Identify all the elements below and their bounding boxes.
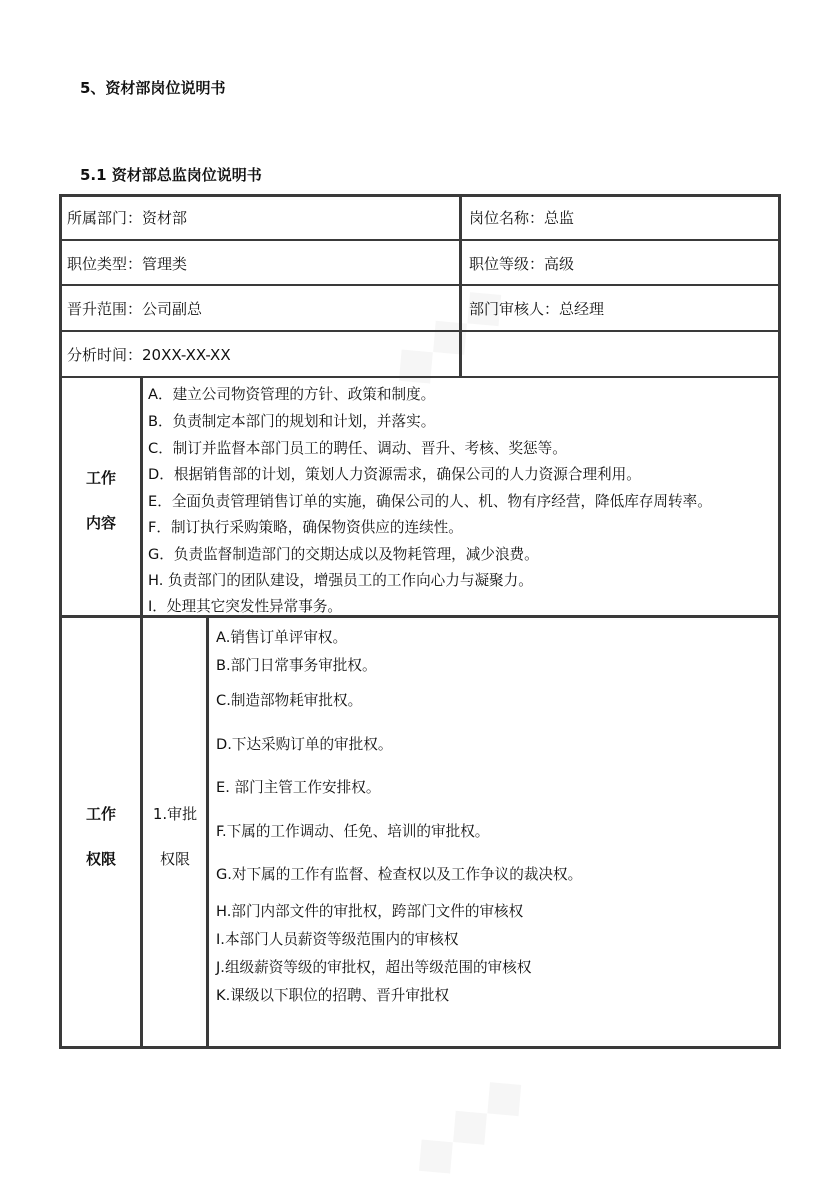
type-label: 职位类型： bbox=[67, 255, 143, 273]
col-divider-sub bbox=[206, 615, 209, 1049]
authority-item: H.部门内部文件的审批权，跨部门文件的审核权 bbox=[216, 903, 524, 920]
row-divider bbox=[59, 284, 781, 286]
row-divider bbox=[59, 330, 781, 332]
table-border-left bbox=[59, 194, 62, 1049]
work-content-label-2: 内容 bbox=[85, 514, 116, 532]
approval-authority-label-1: 1.审批 bbox=[152, 805, 198, 823]
subsection-title: 5.1 资材部总监岗位说明书 bbox=[80, 166, 262, 184]
promo-cell bbox=[67, 301, 202, 318]
grade-value: 高级 bbox=[544, 255, 575, 273]
authority-item: D.下达采购订单的审批权。 bbox=[216, 736, 393, 753]
type-value: 管理类 bbox=[142, 255, 188, 273]
col-divider-info bbox=[459, 194, 462, 378]
authority-item: A.销售订单评审权。 bbox=[216, 629, 348, 646]
type-cell bbox=[67, 256, 187, 273]
post-cell bbox=[469, 210, 574, 227]
authority-item: J.组级薪资等级的审批权，超出等级范围的审核权 bbox=[216, 959, 532, 976]
authority-item: E. 部门主管工作安排权。 bbox=[216, 779, 381, 796]
section-title: 5、资材部岗位说明书 bbox=[80, 79, 226, 97]
authority-item: G.对下属的工作有监督、检查权以及工作争议的裁决权。 bbox=[216, 866, 583, 883]
table-border-right bbox=[778, 194, 781, 1049]
promo-label: 晋升范围： bbox=[67, 300, 143, 318]
authority-item: I.本部门人员薪资等级范围内的审核权 bbox=[216, 931, 459, 948]
duty-item: D．根据销售部的计划，策划人力资源需求，确保公司的人力资源合理利用。 bbox=[148, 466, 641, 483]
row-divider bbox=[59, 239, 781, 241]
promo-value: 公司副总 bbox=[142, 300, 203, 318]
duty-item: E．全面负责管理销售订单的实施，确保公司的人、机、物有序经营，降低库存周转率。 bbox=[148, 493, 712, 510]
table-border-bottom bbox=[59, 1046, 781, 1049]
grade-cell bbox=[469, 256, 574, 273]
authority-item: F.下属的工作调动、任免、培训的审批权。 bbox=[216, 823, 490, 840]
dept-cell bbox=[67, 210, 187, 227]
watermark-2 bbox=[394, 1055, 540, 1193]
dept-value: 资材部 bbox=[142, 209, 188, 227]
time-label: 分析时间： bbox=[67, 346, 143, 364]
work-authority-label-2: 权限 bbox=[85, 850, 116, 868]
table-border-top bbox=[59, 194, 781, 197]
time-cell bbox=[67, 347, 231, 364]
authority-item: B.部门日常事务审批权。 bbox=[216, 657, 377, 674]
duty-item: G．负责监督制造部门的交期达成以及物耗管理，减少浪费。 bbox=[148, 546, 539, 563]
authority-item: C.制造部物耗审批权。 bbox=[216, 692, 363, 709]
authority-item: K.课级以下职位的招聘、晋升审批权 bbox=[216, 987, 450, 1004]
post-value: 总监 bbox=[544, 209, 575, 227]
duty-item: B．负责制定本部门的规划和计划，并落实。 bbox=[148, 413, 436, 430]
post-label: 岗位名称： bbox=[469, 209, 545, 227]
duty-item: A．建立公司物资管理的方针、政策和制度。 bbox=[148, 386, 436, 403]
duty-item: F．制订执行采购策略，确保物资供应的连续性。 bbox=[148, 519, 463, 536]
reviewer-label: 部门审核人： bbox=[469, 300, 560, 318]
row-divider bbox=[59, 376, 781, 378]
duty-item: C．制订并监督本部门员工的聘任、调动、晋升、考核、奖惩等。 bbox=[148, 440, 567, 457]
reviewer-value: 总经理 bbox=[559, 300, 605, 318]
dept-label: 所属部门： bbox=[67, 209, 143, 227]
grade-label: 职位等级： bbox=[469, 255, 545, 273]
work-authority-label-1: 工作 bbox=[85, 805, 116, 823]
reviewer-cell bbox=[469, 301, 604, 318]
duty-item: H. 负责部门的团队建设，增强员工的工作向心力与凝聚力。 bbox=[148, 572, 533, 589]
work-content-label-1: 工作 bbox=[85, 469, 116, 487]
time-value: 20XX-XX-XX bbox=[142, 346, 231, 364]
duty-item: I．处理其它突发性异常事务。 bbox=[148, 598, 343, 615]
approval-authority-label-2: 权限 bbox=[159, 850, 190, 868]
